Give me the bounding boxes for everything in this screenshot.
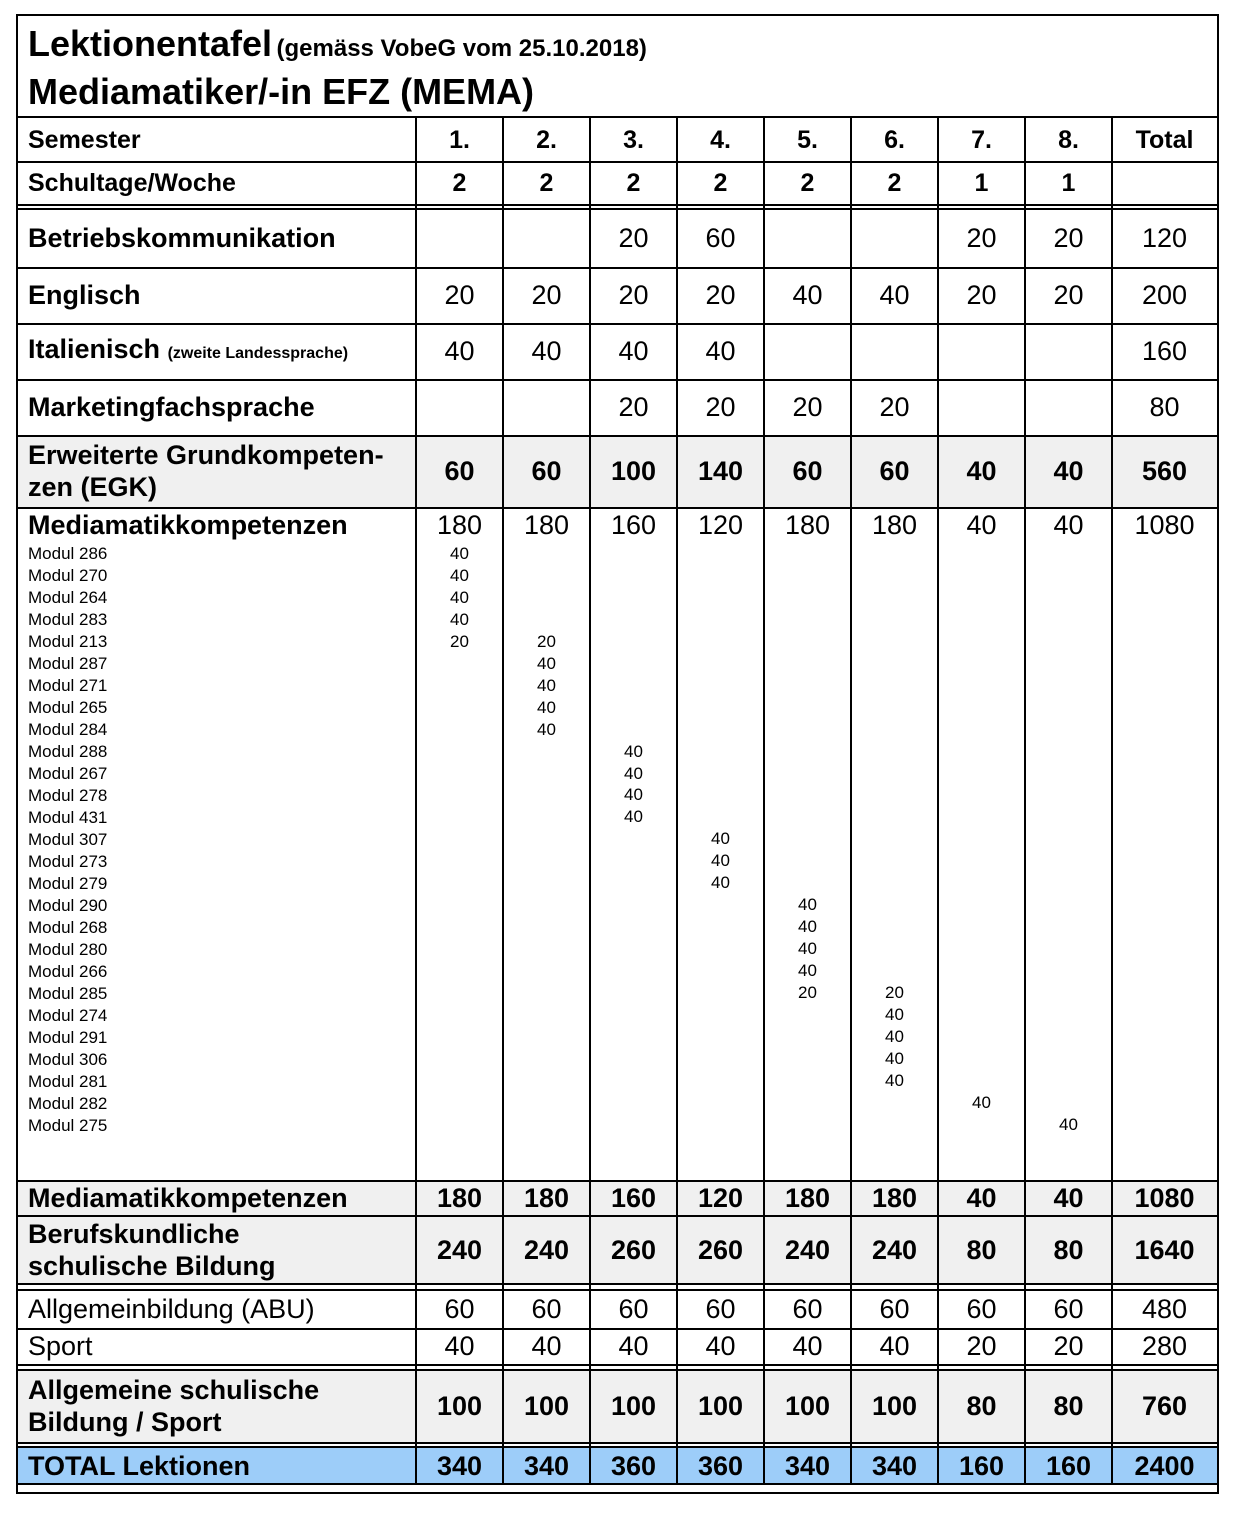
cell-betrieb-2 bbox=[503, 210, 590, 267]
module-name: Modul 287 bbox=[28, 654, 108, 673]
cell-schultage-9 bbox=[1112, 162, 1217, 205]
row-label-marketing bbox=[28, 379, 315, 435]
row-label-text-2: zen (EGK) bbox=[28, 472, 158, 502]
row-label-allgemein bbox=[28, 1370, 319, 1442]
module-value: 40 bbox=[885, 1004, 904, 1024]
cell-mediamatik_sum-4: 120 bbox=[697, 1183, 744, 1213]
row-label-text: Mediamatikkompetenzen bbox=[28, 509, 348, 540]
row-divider bbox=[18, 1364, 1217, 1366]
module-value: 40 bbox=[450, 587, 469, 607]
module-value: 40 bbox=[450, 565, 469, 585]
cell-egk-7: 40 bbox=[966, 455, 997, 486]
title-main: Lektionentafel bbox=[28, 23, 273, 64]
cell-sport-7: 20 bbox=[966, 1330, 997, 1361]
cell-sport-5: 40 bbox=[792, 1330, 823, 1361]
module-name: Modul 279 bbox=[28, 874, 108, 893]
cell-italienisch-8 bbox=[1025, 323, 1112, 379]
module-value: 20 bbox=[537, 631, 556, 651]
row-label-text: Marketingfachsprache bbox=[28, 391, 315, 422]
cell-englisch-2: 20 bbox=[531, 279, 562, 310]
module-name: Modul 286 bbox=[28, 544, 108, 563]
cell-total-9: 2400 bbox=[1134, 1450, 1195, 1481]
cell-egk-3: 100 bbox=[610, 455, 657, 486]
module-value: 40 bbox=[624, 763, 643, 783]
cell-mediamatik-6: 180 bbox=[871, 509, 918, 540]
cell-semester-5: 5. bbox=[797, 125, 818, 154]
cell-total-6: 340 bbox=[871, 1450, 918, 1481]
cell-allgemein-4: 100 bbox=[697, 1390, 744, 1421]
cell-italienisch-6 bbox=[851, 323, 938, 379]
module-name: Modul 213 bbox=[28, 632, 108, 651]
cell-englisch-3: 20 bbox=[618, 279, 649, 310]
cell-marketing-5: 20 bbox=[792, 391, 823, 422]
cell-abu-7: 60 bbox=[966, 1293, 997, 1324]
row-label-englisch bbox=[28, 267, 141, 323]
row-label-text-2: schulische Bildung bbox=[28, 1251, 276, 1281]
cell-semester-2: 2. bbox=[536, 125, 557, 154]
cell-englisch-5: 40 bbox=[792, 279, 823, 310]
row-label-text: Allgemeine schulische bbox=[28, 1375, 320, 1405]
cell-total-7: 160 bbox=[958, 1450, 1005, 1481]
module-name: Modul 268 bbox=[28, 918, 108, 937]
module-name: Modul 271 bbox=[28, 676, 108, 695]
cell-abu-9: 480 bbox=[1141, 1293, 1188, 1324]
cell-total-2: 340 bbox=[523, 1450, 570, 1481]
cell-allgemein-7: 80 bbox=[966, 1390, 997, 1421]
module-value: 40 bbox=[798, 895, 817, 915]
row-label-line bbox=[28, 334, 348, 369]
cell-marketing-6: 20 bbox=[879, 391, 910, 422]
cell-abu-5: 60 bbox=[792, 1293, 823, 1324]
cell-betrieb-6 bbox=[851, 210, 938, 267]
cell-egk-9: 560 bbox=[1141, 455, 1188, 486]
cell-schultage-8: 1 bbox=[1061, 169, 1076, 197]
module-value: 20 bbox=[885, 983, 904, 1002]
cell-englisch-1: 20 bbox=[444, 279, 475, 310]
cell-italienisch-5 bbox=[764, 323, 851, 379]
row-label-text-2: Bildung / Sport bbox=[28, 1407, 222, 1437]
cell-marketing-3: 20 bbox=[618, 391, 649, 422]
cell-berufskundlich-5: 240 bbox=[784, 1234, 831, 1265]
cell-italienisch-2: 40 bbox=[531, 335, 562, 366]
module-name: Modul 290 bbox=[28, 896, 108, 915]
cell-marketing-9: 80 bbox=[1149, 391, 1180, 422]
row-label-schultage bbox=[28, 162, 236, 205]
cell-englisch-7: 20 bbox=[966, 279, 997, 310]
cell-berufskundlich-6: 240 bbox=[871, 1234, 918, 1265]
module-name: Modul 265 bbox=[28, 698, 108, 717]
module-name: Modul 282 bbox=[28, 1094, 108, 1113]
cell-mediamatik-9: 1080 bbox=[1134, 509, 1195, 540]
row-label-italienisch bbox=[28, 323, 348, 379]
module-value: 40 bbox=[798, 961, 817, 981]
row-label-total bbox=[28, 1448, 250, 1484]
row-label-text: Allgemeinbildung (ABU) bbox=[28, 1293, 315, 1324]
module-name: Modul 278 bbox=[28, 786, 108, 805]
row-label-egk bbox=[28, 435, 384, 507]
cell-sport-2: 40 bbox=[531, 1330, 562, 1361]
cell-italienisch-9: 160 bbox=[1141, 335, 1188, 366]
module-value: 40 bbox=[885, 1026, 904, 1046]
cell-mediamatik_sum-3: 160 bbox=[610, 1183, 657, 1213]
row-label-sport bbox=[28, 1328, 93, 1364]
cell-marketing-2 bbox=[503, 379, 590, 435]
cell-italienisch-4: 40 bbox=[705, 335, 736, 366]
cell-total-3: 360 bbox=[610, 1450, 657, 1481]
cell-egk-1: 60 bbox=[444, 455, 475, 486]
cell-schultage-4: 2 bbox=[713, 169, 728, 197]
row-label-text: Englisch bbox=[28, 279, 141, 310]
module-name: Modul 431 bbox=[28, 808, 108, 827]
cell-mediamatik_sum-7: 40 bbox=[966, 1183, 997, 1213]
cell-schultage-2: 2 bbox=[539, 169, 554, 197]
row-label-text: Erweiterte Grundkompeten- bbox=[28, 440, 384, 470]
cell-allgemein-9: 760 bbox=[1141, 1390, 1188, 1421]
cell-berufskundlich-2: 240 bbox=[523, 1234, 570, 1265]
cell-italienisch-1: 40 bbox=[444, 335, 475, 366]
cell-allgemein-8: 80 bbox=[1053, 1390, 1084, 1421]
title-subtitle: (gemäss VobeG vom 25.10.2018) bbox=[276, 35, 647, 62]
module-name: Modul 285 bbox=[28, 984, 108, 1003]
row-label-mediamatik bbox=[28, 507, 348, 543]
cell-mediamatik-2: 180 bbox=[523, 509, 570, 540]
module-name: Modul 275 bbox=[28, 1116, 108, 1135]
cell-allgemein-2: 100 bbox=[523, 1390, 570, 1421]
module-name: Modul 288 bbox=[28, 742, 108, 761]
module-value: 40 bbox=[624, 741, 643, 761]
cell-sport-3: 40 bbox=[618, 1330, 649, 1361]
cell-berufskundlich-1: 240 bbox=[436, 1234, 483, 1265]
module-name: Modul 273 bbox=[28, 852, 108, 871]
cell-sport-4: 40 bbox=[705, 1330, 736, 1361]
row-label-text: Schultage/Woche bbox=[28, 169, 236, 197]
module-name: Modul 281 bbox=[28, 1072, 108, 1091]
cell-abu-2: 60 bbox=[531, 1293, 562, 1324]
cell-italienisch-7 bbox=[938, 323, 1025, 379]
module-value: 40 bbox=[624, 785, 643, 805]
module-value: 40 bbox=[450, 544, 469, 563]
cell-berufskundlich-9: 1640 bbox=[1134, 1234, 1195, 1265]
cell-berufskundlich-3: 260 bbox=[610, 1234, 657, 1265]
module-value: 40 bbox=[537, 719, 556, 739]
cell-allgemein-6: 100 bbox=[871, 1390, 918, 1421]
cell-abu-4: 60 bbox=[705, 1293, 736, 1324]
cell-betrieb-3: 20 bbox=[618, 223, 649, 253]
cell-schultage-6: 2 bbox=[887, 169, 902, 197]
cell-schultage-5: 2 bbox=[800, 169, 815, 197]
cell-mediamatik_sum-5: 180 bbox=[784, 1183, 831, 1213]
cell-egk-4: 140 bbox=[697, 455, 744, 486]
module-value: 40 bbox=[537, 653, 556, 673]
cell-abu-1: 60 bbox=[444, 1293, 475, 1324]
row-label-mediamatik_sum bbox=[28, 1181, 348, 1216]
cell-schultage-7: 1 bbox=[974, 169, 989, 197]
module-value: 40 bbox=[1059, 1114, 1078, 1134]
row-label-note: (zweite Landessprache) bbox=[167, 344, 349, 362]
cell-berufskundlich-8: 80 bbox=[1053, 1234, 1084, 1265]
cell-mediamatik-7: 40 bbox=[966, 509, 997, 540]
cell-sport-8: 20 bbox=[1053, 1330, 1084, 1361]
row-label-betrieb bbox=[28, 210, 336, 267]
cell-egk-6: 60 bbox=[879, 455, 910, 486]
module-name: Modul 307 bbox=[28, 830, 108, 849]
cell-abu-8: 60 bbox=[1053, 1293, 1084, 1324]
module-value: 40 bbox=[885, 1048, 904, 1068]
row-label-text: TOTAL Lektionen bbox=[28, 1450, 251, 1481]
cell-mediamatik_sum-6: 180 bbox=[871, 1183, 918, 1213]
module-name: Modul 283 bbox=[28, 610, 108, 629]
cell-mediamatik_sum-2: 180 bbox=[523, 1183, 570, 1213]
cell-betrieb-9: 120 bbox=[1141, 223, 1188, 253]
cell-mediamatik_sum-8: 40 bbox=[1053, 1183, 1084, 1213]
cell-schultage-3: 2 bbox=[626, 169, 641, 197]
module-name: Modul 306 bbox=[28, 1050, 108, 1069]
cell-mediamatik_sum-1: 180 bbox=[436, 1183, 483, 1213]
cell-semester-7: 7. bbox=[971, 125, 992, 154]
row-label-text: Betriebskommunikation bbox=[28, 223, 336, 253]
module-value: 40 bbox=[798, 917, 817, 937]
module-list bbox=[28, 543, 107, 1137]
cell-sport-6: 40 bbox=[879, 1330, 910, 1361]
cell-mediamatik-8: 40 bbox=[1053, 509, 1084, 540]
cell-total-4: 360 bbox=[697, 1450, 744, 1481]
row-label-text: Berufskundliche bbox=[28, 1219, 240, 1249]
cell-mediamatik-5: 180 bbox=[784, 509, 831, 540]
module-value: 40 bbox=[972, 1092, 991, 1112]
cell-semester-4: 4. bbox=[710, 125, 731, 154]
module-value: 40 bbox=[711, 829, 730, 849]
module-value: 40 bbox=[450, 609, 469, 629]
cell-mediamatik-3: 160 bbox=[610, 509, 657, 540]
cell-englisch-6: 40 bbox=[879, 279, 910, 310]
cell-sport-1: 40 bbox=[444, 1330, 475, 1361]
cell-mediamatik-1: 180 bbox=[436, 509, 483, 540]
cell-betrieb-5 bbox=[764, 210, 851, 267]
row-label-semester bbox=[28, 118, 141, 162]
cell-allgemein-1: 100 bbox=[436, 1390, 483, 1421]
cell-betrieb-7: 20 bbox=[966, 223, 997, 253]
cell-marketing-1 bbox=[416, 379, 503, 435]
cell-egk-5: 60 bbox=[792, 455, 823, 486]
module-name: Modul 284 bbox=[28, 720, 108, 739]
module-value: 20 bbox=[450, 631, 469, 651]
row-label-text: Italienisch bbox=[28, 333, 161, 364]
module-value: 40 bbox=[885, 1070, 904, 1090]
row-label-berufskundlich bbox=[28, 1216, 276, 1284]
cell-semester-6: 6. bbox=[884, 125, 905, 154]
cell-schultage-1: 2 bbox=[452, 169, 467, 197]
cell-total-1: 340 bbox=[436, 1450, 483, 1481]
cell-englisch-4: 20 bbox=[705, 279, 736, 310]
row-label-text: Semester bbox=[28, 125, 141, 154]
cell-berufskundlich-4: 260 bbox=[697, 1234, 744, 1265]
row-divider bbox=[18, 1442, 1217, 1444]
module-name: Modul 291 bbox=[28, 1028, 108, 1047]
cell-allgemein-5: 100 bbox=[784, 1390, 831, 1421]
cell-semester-1: 1. bbox=[449, 125, 470, 154]
cell-egk-2: 60 bbox=[531, 455, 562, 486]
cell-englisch-8: 20 bbox=[1053, 279, 1084, 310]
row-label-text: Sport bbox=[28, 1330, 93, 1361]
cell-mediamatik_sum-9: 1080 bbox=[1134, 1183, 1195, 1213]
module-name: Modul 264 bbox=[28, 588, 108, 607]
cell-semester-3: 3. bbox=[623, 125, 644, 154]
module-name: Modul 274 bbox=[28, 1006, 108, 1025]
cell-total-5: 340 bbox=[784, 1450, 831, 1481]
cell-betrieb-4: 60 bbox=[705, 223, 736, 253]
cell-italienisch-3: 40 bbox=[618, 335, 649, 366]
cell-abu-3: 60 bbox=[618, 1293, 649, 1324]
title-program: Mediamatiker/-in EFZ (MEMA) bbox=[28, 71, 535, 112]
module-value: 40 bbox=[711, 873, 730, 893]
cell-egk-8: 40 bbox=[1053, 455, 1084, 486]
module-value: 40 bbox=[624, 807, 643, 827]
cell-semester-9: Total bbox=[1135, 125, 1194, 154]
row-label-abu bbox=[28, 1290, 315, 1328]
module-value: 20 bbox=[798, 983, 817, 1002]
cell-sport-9: 280 bbox=[1141, 1330, 1188, 1361]
module-value: 40 bbox=[537, 675, 556, 695]
cell-total-8: 160 bbox=[1045, 1450, 1092, 1481]
module-name: Modul 267 bbox=[28, 764, 108, 783]
module-name: Modul 280 bbox=[28, 940, 108, 959]
cell-betrieb-1 bbox=[416, 210, 503, 267]
module-value: 40 bbox=[711, 851, 730, 871]
module-value: 40 bbox=[537, 697, 556, 717]
cell-abu-6: 60 bbox=[879, 1293, 910, 1324]
cell-marketing-8 bbox=[1025, 379, 1112, 435]
cell-berufskundlich-7: 80 bbox=[966, 1234, 997, 1265]
module-name: Modul 266 bbox=[28, 962, 108, 981]
cell-marketing-7 bbox=[938, 379, 1025, 435]
cell-mediamatik-4: 120 bbox=[697, 509, 744, 540]
cell-betrieb-8: 20 bbox=[1053, 223, 1084, 253]
cell-allgemein-3: 100 bbox=[610, 1390, 657, 1421]
module-name: Modul 270 bbox=[28, 566, 108, 585]
row-label-text: Mediamatikkompetenzen bbox=[28, 1183, 348, 1213]
cell-marketing-4: 20 bbox=[705, 391, 736, 422]
cell-semester-8: 8. bbox=[1058, 125, 1079, 154]
title-block bbox=[28, 24, 647, 112]
cell-englisch-9: 200 bbox=[1141, 279, 1188, 310]
lesson-table bbox=[16, 14, 1219, 1494]
module-value: 40 bbox=[798, 939, 817, 959]
